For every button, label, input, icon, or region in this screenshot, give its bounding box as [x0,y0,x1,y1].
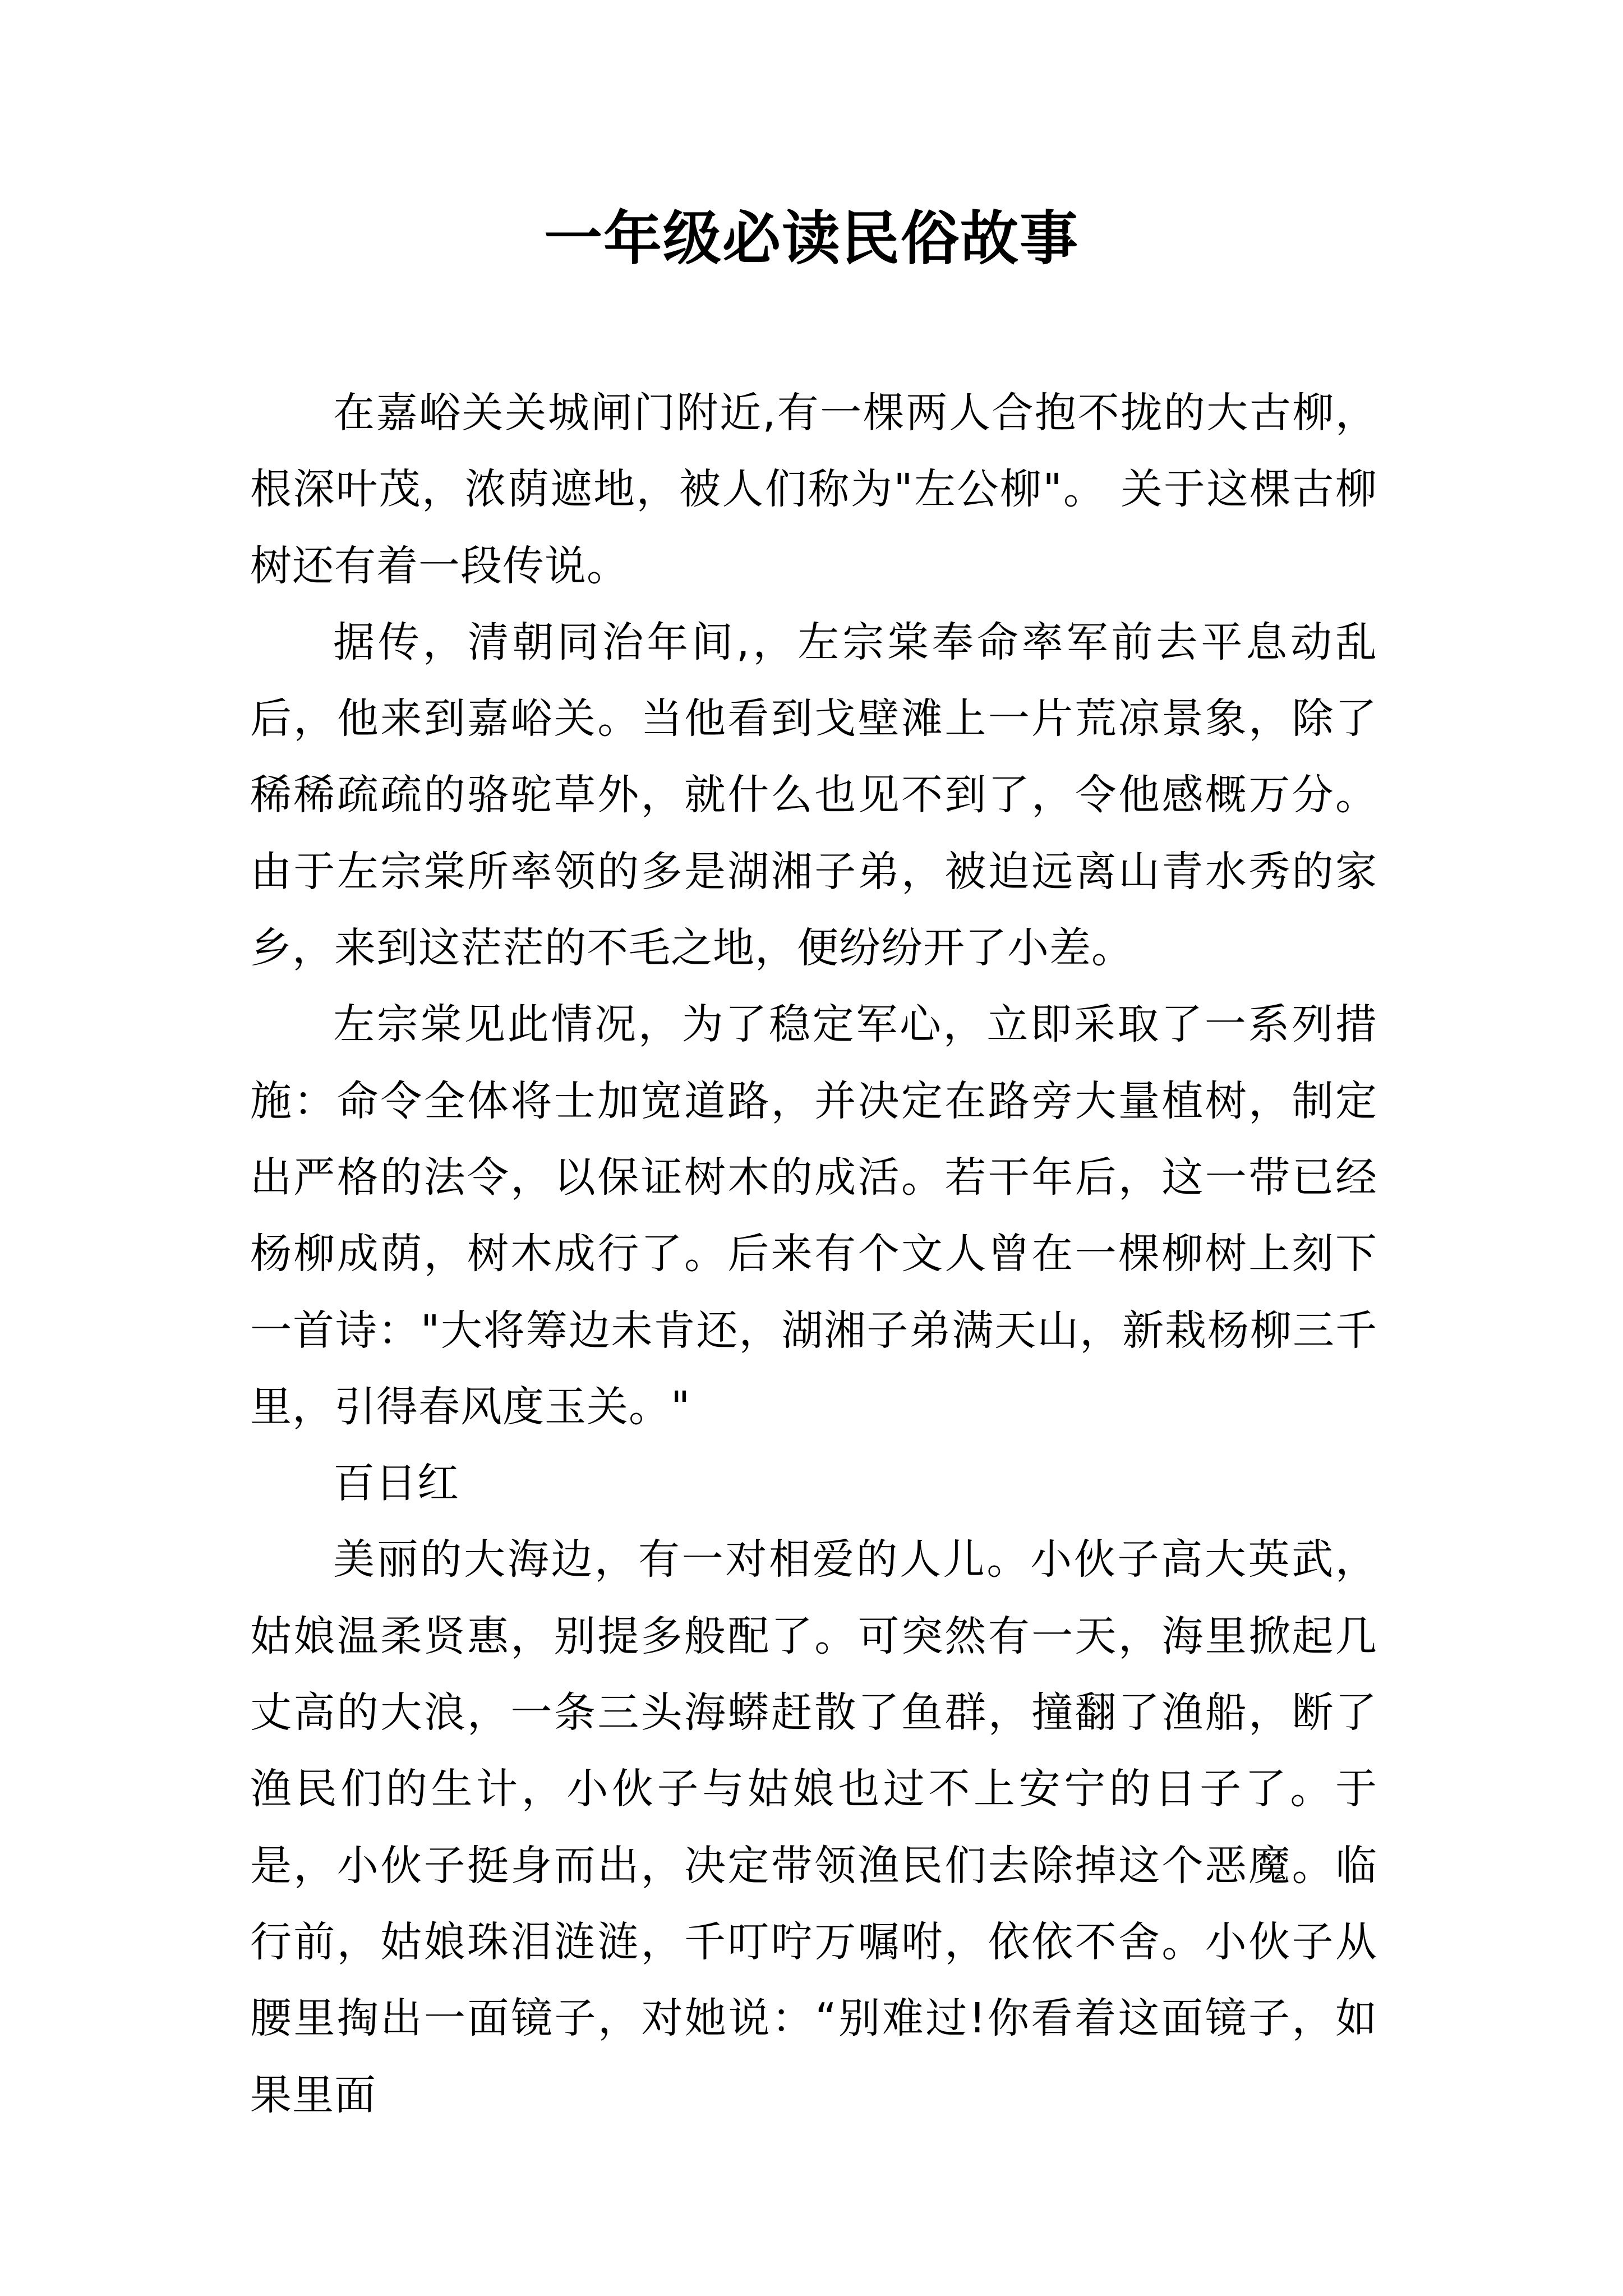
paragraph-1: 在嘉峪关关城闸门附近,有一棵两人合抱不拢的大古柳，根深叶茂，浓荫遮地，被人们称为"左公柳"。 关于这棵古柳树还有着一段传说。 [250,389,1377,590]
section-heading-bairihong: 百日红 [333,1459,459,1508]
document-body [250,375,1377,2133]
paragraph-4: 美丽的大海边，有一对相爱的人儿。小伙子高大英武，姑娘温柔贤惠，别提多般配了。可突然有一天，海里掀起几丈高的大浪，一条三头海蟒赶散了鱼群，撞翻了渔船，断了渔民们的生计，小伙子与姑娘也过不上安宁的日子了。于是，小伙子挺身而出，决定带领渔民们去除掉这个恶魔。临行前，姑娘珠泪涟涟，千叮咛万嘱咐，依依不舍。小伙子从腰里掏出一面镜子，对她说：“别难过!你看着这面镜子，如果里面 [250,1535,1377,2119]
document-title: 一年级必读民俗故事 [543,204,1079,273]
paragraph-2: 据传，清朝同治年间,，左宗棠奉命率军前去平息动乱后，他来到嘉峪关。当他看到戈壁滩上一片荒凉景象，除了稀稀疏疏的骆驼草外，就什么也见不到了，令他感概万分。由于左宗棠所率领的多是湖湘子弟，被迫远离山青水秀的家乡，来到这茫茫的不毛之地，便纷纷开了小差。 [250,618,1377,973]
paragraph-3: 左宗棠见此情况，为了稳定军心，立即采取了一系列措施：命令全体将士加宽道路，并决定在路旁大量植树，制定出严格的法令，以保证树木的成活。若干年后，这一带已经杨柳成荫，树木成行了。后来有个文人曾在一棵柳树上刻下一首诗："大将筹边未肯还，湖湘子弟满天山，新栽杨柳三千里，引得春风度玉关。" [250,1000,1377,1431]
